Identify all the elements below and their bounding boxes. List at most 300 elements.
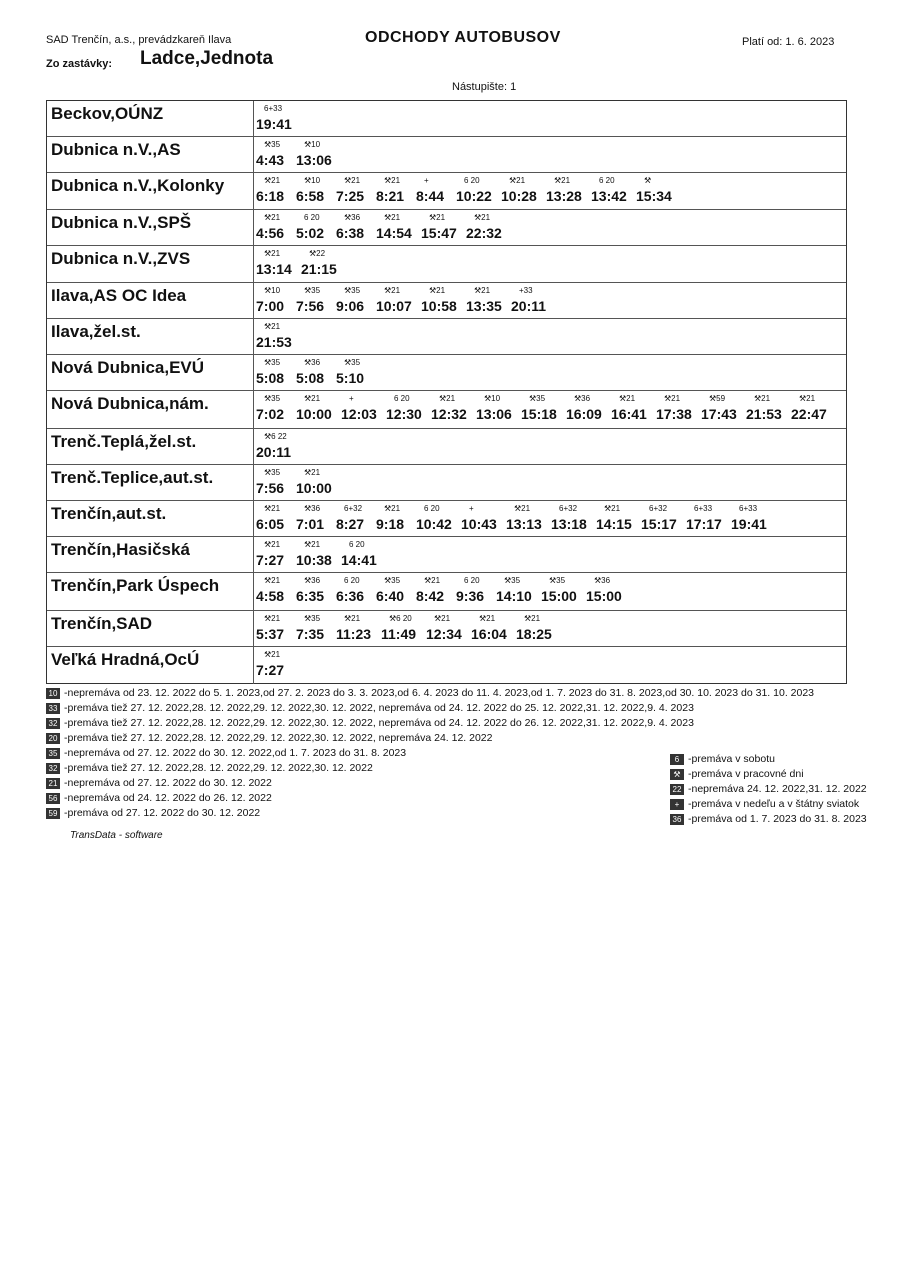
departure [421,283,466,318]
departure [256,319,301,354]
departure-note: ⚒21 [479,614,496,623]
legend-item [670,798,859,810]
operator-name: SAD Trenčín, a.s., prevádzkareň Ilava [46,34,232,46]
departure [591,173,636,209]
departure [296,573,336,610]
table-row [47,173,846,210]
departure [376,573,416,610]
departure-note: ⚒35 [529,394,546,403]
departure-note: 6 20 [464,576,480,585]
legend-item [46,732,493,746]
departure-time: 14:15 [596,516,632,532]
departure-note: + [349,394,354,403]
departure-note: ⚒21 [264,504,281,513]
departure [376,173,416,209]
departure-note: ⚒21 [264,576,281,585]
departure-note: ⚒35 [384,576,401,585]
departure [296,355,336,390]
legend-symbol: 56 [46,793,60,804]
departure [546,173,591,209]
departure [416,501,461,536]
departure-time: 5:10 [336,370,365,386]
table-row [47,101,846,137]
departure-time: 21:53 [746,406,782,422]
departure-note: ⚒21 [664,394,681,403]
departure-time: 22:47 [791,406,827,422]
departure-time: 7:27 [256,552,285,568]
departure-note: 6 20 [424,504,440,513]
stop-name: Trenč.Teplá,žel.st. [47,429,254,464]
departure-note: ⚒10 [484,394,501,403]
departure [256,210,296,245]
departure-time: 12:32 [431,406,467,422]
departure-time: 7:01 [296,516,325,532]
departure [296,537,341,572]
departure-time: 4:58 [256,588,285,604]
departure-note: ⚒35 [549,576,566,585]
departure [466,283,511,318]
departures-cell [254,137,846,172]
departure [456,173,501,209]
departure [341,391,386,428]
legend-text: -nepremáva 24. 12. 2022,31. 12. 2022 [688,783,867,795]
departure-note: ⚒21 [304,394,321,403]
departure-note: ⚒22 [309,249,326,258]
departure-note: ⚒21 [264,614,281,623]
stop-name: Dubnica n.V.,ZVS [47,246,254,282]
legend-symbol: 59 [46,808,60,819]
departure [256,537,296,572]
departure-time: 13:14 [256,261,292,277]
departure-note: ⚒21 [264,540,281,549]
stop-name: Dubnica n.V.,AS [47,137,254,172]
legend-symbol: 32 [46,763,60,774]
departures-cell [254,173,846,209]
table-row [47,137,846,173]
departure [376,283,421,318]
departures-cell [254,101,846,136]
departure [466,210,511,245]
departure-note: ⚒35 [504,576,521,585]
departure-note: ⚒10 [304,140,321,149]
departure-time: 13:06 [476,406,512,422]
departure [256,101,301,136]
departure-note: ⚒10 [264,286,281,295]
legend-text: -premáva tiež 27. 12. 2022,28. 12. 2022,29. 12. 2022,30. 12. 2022 [64,762,373,774]
departure-note: ⚒21 [264,249,281,258]
departure [636,173,681,209]
legend-text: -premáva tiež 27. 12. 2022,28. 12. 2022,29. 12. 2022,30. 12. 2022, nepremáva 24. 12. 2022 [64,732,493,744]
departure [256,355,296,390]
departure [506,501,551,536]
departure-time: 16:09 [566,406,602,422]
departure-time: 5:37 [256,626,285,642]
departure [336,173,376,209]
departure-note: ⚒36 [304,358,321,367]
platform-label: Nástupište: 1 [452,81,517,93]
stop-name: Beckov,OÚNZ [47,101,254,136]
legend-item [46,807,260,821]
departure-note: ⚒6 20 [389,614,412,623]
departure-note: ⚒35 [264,394,281,403]
departure-time: 22:32 [466,225,502,241]
departure-note: ⚒10 [304,176,321,185]
departure [256,137,296,172]
departure [731,501,776,536]
departure-note: ⚒36 [344,213,361,222]
departure-time: 20:11 [511,298,547,314]
departure-note: ⚒21 [424,576,441,585]
departure-note: ⚒35 [304,286,321,295]
table-row [47,647,846,684]
departure-time: 6:36 [336,588,365,604]
departure-time: 12:03 [341,406,377,422]
departure-time: 6:35 [296,588,325,604]
legend-text: -nepremáva od 27. 12. 2022 do 30. 12. 2022 [64,777,272,789]
departure-note: +33 [519,286,533,295]
departure [336,283,376,318]
legend-item [46,777,272,791]
departure-note: ⚒21 [264,322,281,331]
departure-time: 16:04 [471,626,507,642]
departure-note: 6+32 [344,504,363,513]
departures-cell [254,647,846,684]
departure-note: ⚒21 [429,286,446,295]
departure-time: 14:41 [341,552,377,568]
departure-time: 8:42 [416,588,445,604]
departure [456,573,496,610]
departure-note: ⚒21 [384,176,401,185]
departure [586,573,631,610]
departure [746,391,791,428]
departures-cell [254,391,846,428]
departure [256,391,296,428]
departures-cell [254,355,846,390]
departures-cell [254,465,846,500]
departure-note: ⚒36 [574,394,591,403]
departure-note: ⚒59 [709,394,726,403]
departure [496,573,541,610]
stop-name: Trenčín,Hasičská [47,537,254,572]
legend-symbol: 20 [46,733,60,744]
legend-item [670,768,804,780]
departure-note: ⚒21 [264,213,281,222]
departure-note: ⚒21 [509,176,526,185]
legend-text: -nepremáva od 23. 12. 2022 do 5. 1. 2023,od 27. 2. 2023 do 3. 3. 2023,od 6. 4. 2023 do 11. 4. 2023,od 1. 7. 2023 do 31. 8. 2023,od 30. 10. 2023 do 31. 10. 2023 [64,687,815,699]
departure-time: 13:18 [551,516,587,532]
stop-name: Nová Dubnica,EVÚ [47,355,254,390]
stop-name: Trenčín,SAD [47,611,254,646]
departure [341,537,386,572]
departure-time: 4:43 [256,152,285,168]
departures-table [46,100,847,684]
departure-time: 8:27 [336,516,365,532]
departure-note: ⚒21 [384,286,401,295]
table-row [47,319,846,355]
departure [336,210,376,245]
departure [381,611,426,646]
departure-note: ⚒21 [429,213,446,222]
legend-item [670,813,867,825]
departure-note: 6 20 [304,213,320,222]
departure [476,391,521,428]
departure [256,501,296,536]
departure-note: ⚒21 [524,614,541,623]
stop-name: Ilava,žel.st. [47,319,254,354]
departure-note: ⚒21 [754,394,771,403]
departure [301,246,346,282]
departure [566,391,611,428]
table-row [47,465,846,501]
departure-time: 11:49 [381,626,417,642]
departure [416,173,456,209]
departure-time: 15:00 [541,588,577,604]
departure-note: ⚒36 [594,576,611,585]
departure [656,391,701,428]
departure-time: 13:42 [591,188,627,204]
departure-note: ⚒21 [344,176,361,185]
legend-item [46,792,272,806]
departure [336,611,381,646]
departure-time: 18:25 [516,626,552,642]
departures-cell [254,501,846,536]
table-row [47,391,846,429]
departures-cell [254,283,846,318]
legend-text: -premáva v sobotu [688,753,775,765]
departure [596,501,641,536]
departure [296,611,336,646]
departure [256,283,296,318]
departure-time: 7:02 [256,406,285,422]
departure-time: 15:34 [636,188,672,204]
legend-item [46,762,373,776]
departure-time: 9:06 [336,298,365,314]
legend-item [46,747,406,761]
departure [426,611,471,646]
legend-text: -premáva v nedeľu a v štátny sviatok [688,798,860,810]
departure-time: 15:00 [586,588,622,604]
departure-time: 13:06 [296,152,332,168]
departure-time: 13:35 [466,298,502,314]
legend-item [46,702,694,716]
departure [701,391,746,428]
departure-time: 5:08 [256,370,285,386]
departure [296,173,336,209]
departure-note: 6+33 [739,504,758,513]
table-row [47,537,846,573]
legend-text: -premáva tiež 27. 12. 2022,28. 12. 2022,29. 12. 2022,30. 12. 2022, nepremáva od 24. 12. 2022 do 25. 12. 2022,31. 12. 2022,9. 4. 2023 [64,702,694,714]
table-row [47,611,846,647]
departure-time: 7:56 [256,480,285,496]
departure-time: 9:36 [456,588,485,604]
table-row [47,246,846,283]
stop-name: Ilava,AS OC Idea [47,283,254,318]
departure-time: 10:00 [296,480,332,496]
departure-time: 15:17 [641,516,677,532]
departure-time: 14:10 [496,588,532,604]
departure-time: 6:05 [256,516,285,532]
departure-time: 10:42 [416,516,452,532]
departure-time: 10:07 [376,298,412,314]
departure-note: ⚒35 [264,140,281,149]
departure-note: ⚒21 [604,504,621,513]
departure-time: 16:41 [611,406,647,422]
departure-note: 6+32 [649,504,668,513]
legend-item [670,753,775,765]
departure [641,501,686,536]
departure-time: 7:25 [336,188,365,204]
departure-time: 6:58 [296,188,325,204]
legend-symbol: 10 [46,688,60,699]
legend-symbol: 35 [46,748,60,759]
departure [336,573,376,610]
departure [296,465,341,500]
legend-item [670,783,867,795]
departure-note: ⚒35 [344,286,361,295]
departure-note: 6+32 [559,504,578,513]
legend-text: -nepremáva od 24. 12. 2022 do 26. 12. 2022 [64,792,272,804]
departure-time: 10:58 [421,298,457,314]
page-title: ODCHODY AUTOBUSOV [365,29,561,46]
departure [256,429,301,464]
departure-time: 10:22 [456,188,492,204]
departure-time: 10:00 [296,406,332,422]
departure [256,647,296,684]
departure-note: ⚒21 [264,650,281,659]
departure [296,391,341,428]
departure-time: 12:34 [426,626,462,642]
table-row [47,573,846,611]
table-row [47,283,846,319]
departures-cell [254,537,846,572]
departure-time: 19:41 [731,516,767,532]
stop-name: Dubnica n.V.,SPŠ [47,210,254,245]
departure-time: 8:21 [376,188,405,204]
stop-name: Trenčín,aut.st. [47,501,254,536]
departure-time: 9:18 [376,516,405,532]
stop-name: Trenčín,Park Úspech [47,573,254,610]
departure-time: 21:15 [301,261,337,277]
departure [256,611,296,646]
departure-time: 12:30 [386,406,422,422]
departure-note: 6 20 [349,540,365,549]
legend-symbol: + [670,799,684,810]
departure-note: + [469,504,474,513]
departures-cell [254,210,846,245]
departure-note: ⚒35 [304,614,321,623]
departure-note: 6 20 [344,576,360,585]
departure [791,391,836,428]
departure-time: 11:23 [336,626,372,642]
stop-name: Dubnica n.V.,Kolonky [47,173,254,209]
departure-time: 7:00 [256,298,285,314]
stop-name: Trenč.Teplice,aut.st. [47,465,254,500]
table-row [47,210,846,246]
departure-note: ⚒21 [554,176,571,185]
departure [256,246,301,282]
stop-name: Nová Dubnica,nám. [47,391,254,428]
departure-note: ⚒21 [304,540,321,549]
stop-name: Veľká Hradná,OcÚ [47,647,254,684]
departure-note: ⚒36 [304,576,321,585]
legend-text: -nepremáva od 27. 12. 2022 do 30. 12. 2022,od 1. 7. 2023 do 31. 8. 2023 [64,747,407,759]
legend-text: -premáva od 1. 7. 2023 do 31. 8. 2023 [688,813,867,825]
departure-time: 10:28 [501,188,537,204]
departure-note: ⚒21 [474,213,491,222]
departure [686,501,731,536]
departure [256,573,296,610]
departure [386,391,431,428]
departures-cell [254,429,846,464]
departure-note: ⚒21 [619,394,636,403]
departure-note: ⚒35 [264,358,281,367]
departure-time: 4:56 [256,225,285,241]
departure-note: ⚒21 [384,213,401,222]
departure [376,210,421,245]
departure-time: 6:40 [376,588,405,604]
departure [516,611,561,646]
legend-item [46,717,694,731]
departure-note: ⚒21 [344,614,361,623]
departure-time: 13:13 [506,516,542,532]
departure [551,501,596,536]
departure-time: 6:18 [256,188,285,204]
departure [611,391,656,428]
table-row [47,355,846,391]
departure-note: 6 20 [464,176,480,185]
legend-symbol: ⚒ [670,769,684,780]
departure-time: 5:02 [296,225,325,241]
departure-time: 8:44 [416,188,445,204]
departure-time: 21:53 [256,334,292,350]
departure-time: 7:27 [256,662,285,678]
departure-note: ⚒21 [434,614,451,623]
departure [296,501,336,536]
legend-symbol: 21 [46,778,60,789]
departure-note: 6+33 [264,104,283,113]
software-credit: TransData - software [70,830,163,841]
table-row [47,501,846,537]
departure [501,173,546,209]
departure-time: 7:35 [296,626,325,642]
departures-cell [254,246,846,282]
departure-note: ⚒36 [304,504,321,513]
departure-time: 17:38 [656,406,692,422]
legend-text: -premáva od 27. 12. 2022 do 30. 12. 2022 [64,807,261,819]
departure-note: ⚒21 [514,504,531,513]
valid-from: Platí od: 1. 6. 2023 [742,36,835,48]
departure-note: 6 20 [394,394,410,403]
departure-note: ⚒21 [304,468,321,477]
departure [256,465,296,500]
departure-note: ⚒ [644,176,652,185]
from-stop-name: Ladce,Jednota [140,48,274,69]
departure [521,391,566,428]
departures-cell [254,573,846,610]
departure-note: ⚒21 [799,394,816,403]
departure-time: 15:18 [521,406,557,422]
departure [471,611,516,646]
departure-time: 10:38 [296,552,332,568]
departure-note: ⚒35 [344,358,361,367]
legend-symbol: 33 [46,703,60,714]
departure [376,501,416,536]
departure [511,283,556,318]
departures-cell [254,611,846,646]
legend-symbol: 36 [670,814,684,825]
departure-time: 10:43 [461,516,497,532]
departure [336,355,376,390]
